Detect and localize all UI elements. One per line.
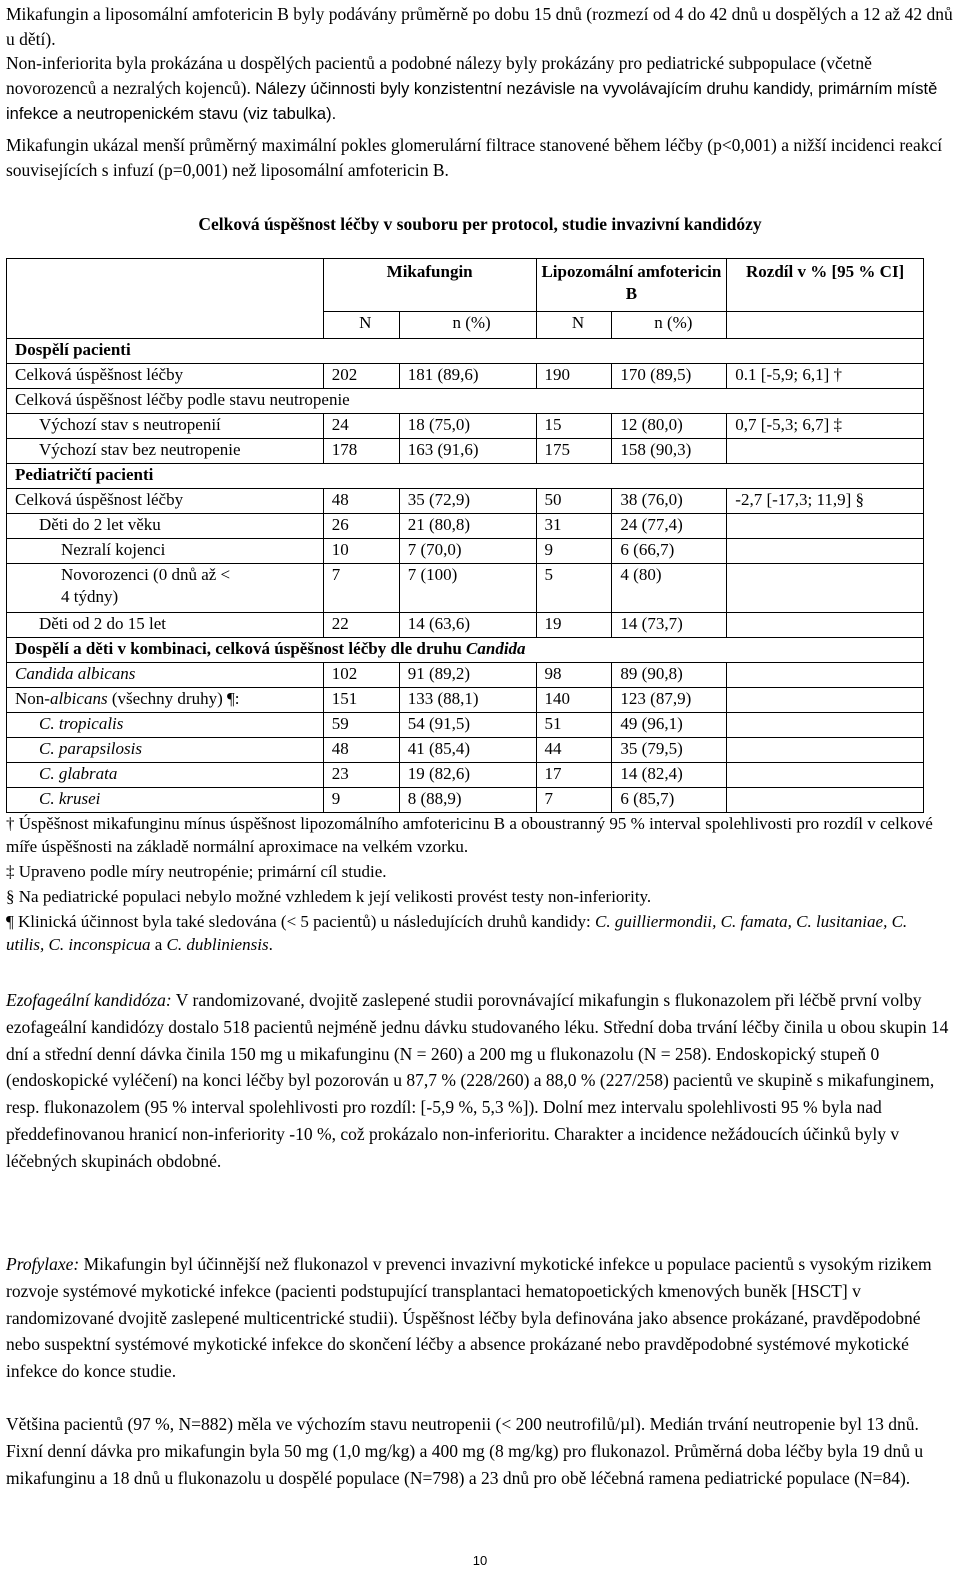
cell-n-mika: 10 [323, 539, 399, 564]
page-number: 10 [472, 1553, 488, 1568]
cell-np-mika: 54 (91,5) [399, 713, 536, 738]
cell-difference [727, 613, 924, 638]
header-empty-cell [7, 259, 324, 312]
row-label: Celková úspěšnost léčby [7, 489, 324, 514]
row-label-species: albicans [49, 689, 108, 708]
cell-np-lipo: 49 (96,1) [612, 713, 727, 738]
table-row [7, 514, 924, 539]
cell-np-mika: 35 (72,9) [399, 489, 536, 514]
cell-n-lipo: 98 [536, 663, 612, 688]
esophageal-label: Ezofageální kandidóza: [6, 990, 172, 1010]
cell-np-mika: 91 (89,2) [399, 663, 536, 688]
row-label: Výchozí stav s neutropenií [7, 414, 324, 439]
footnote-conjunction: a [150, 935, 167, 954]
section-combined [7, 638, 924, 663]
cell-np-lipo: 89 (90,8) [612, 663, 727, 688]
section-combined-text: Dospělí a děti v kombinaci, celková úspěšnost léčby dle druhu [15, 639, 467, 658]
subheader-n-mika: N [323, 312, 399, 339]
footnote-pilcrow [6, 910, 946, 956]
prophylaxis-text: Mikafungin byl účinnější než flukonazol v prevenci invazivní mykotické infekce u populace pacientů s vysokým rizikem rozvoje systémové mykotické infekce (pacienti podstupující transplantaci hematopoetických kmenových buněk [HSCT] v randomizované dvojitě zaslepené multicentrické studii). Úspěšnost léčby byla definována jako absence prokázané, pravděpodobné nebo suspektní systémové mykotické infekce do skončení léčby a absence prokázané nebo pravděpodobné systémové mykotické infekce do konce studie. [6, 1254, 932, 1382]
cell-np-mika: 18 (75,0) [399, 414, 536, 439]
cell-np-mika: 133 (88,1) [399, 688, 536, 713]
cell-n-mika: 102 [323, 663, 399, 688]
cell-n-lipo: 31 [536, 514, 612, 539]
row-label: C. tropicalis [7, 713, 324, 738]
cell-np-mika: 7 (70,0) [399, 539, 536, 564]
section-row [7, 638, 924, 663]
header-lipo-amphotericin: Lipozomální amfotericin B [536, 259, 727, 312]
cell-np-mika: 181 (89,6) [399, 364, 536, 389]
footnote-dagger: † Úspěšnost mikafunginu mínus úspěšnost lipozomálního amfotericinu B a oboustranný 95 % interval spolehlivosti pro rozdíl v celkové míře úspěšnosti na základě normální aproximace na velkém vzorku. [6, 814, 933, 856]
cell-np-lipo: 6 (85,7) [612, 788, 727, 813]
cell-np-mika: 163 (91,6) [399, 439, 536, 464]
row-label-prefix: Non- [15, 689, 50, 708]
table-row [7, 713, 924, 738]
footnote-double-dagger: ‡ Upraveno podle míry neutropénie; primární cíl studie. [6, 862, 387, 881]
cell-difference [727, 564, 924, 613]
table-row [7, 489, 924, 514]
prophylaxis-paragraph [6, 1251, 956, 1385]
footnote-end: . [268, 935, 273, 954]
cell-np-lipo: 123 (87,9) [612, 688, 727, 713]
cell-difference [727, 514, 924, 539]
table-row [7, 613, 924, 638]
row-label: Výchozí stav bez neutropenie [7, 439, 324, 464]
cell-n-mika: 151 [323, 688, 399, 713]
cell-n-lipo: 51 [536, 713, 612, 738]
intro-noninferiority-text: Non-inferiorita byla prokázána u dospělých pacientů a podobné nálezy byly prokázány pro pediatrické subpopulace (včetně novorozenců a nezralých kojenců). [6, 53, 872, 98]
cell-np-lipo: 35 (79,5) [612, 738, 727, 763]
table-row [7, 663, 924, 688]
efficacy-table [6, 258, 924, 813]
table-row [7, 564, 924, 613]
cell-np-mika: 14 (63,6) [399, 613, 536, 638]
cell-np-lipo: 14 (82,4) [612, 763, 727, 788]
cell-n-lipo: 7 [536, 788, 612, 813]
cell-n-mika: 9 [323, 788, 399, 813]
row-label [7, 688, 324, 713]
cell-n-mika: 7 [323, 564, 399, 613]
cell-n-mika: 59 [323, 713, 399, 738]
table-title: Celková úspěšnost léčby v souboru per protocol, studie invazivní kandidózy [198, 214, 762, 234]
cell-np-lipo: 24 (77,4) [612, 514, 727, 539]
cell-np-mika: 7 (100) [399, 564, 536, 613]
cell-n-mika: 48 [323, 489, 399, 514]
cell-np-lipo: 12 (80,0) [612, 414, 727, 439]
cell-n-mika: 26 [323, 514, 399, 539]
cell-n-mika: 48 [323, 738, 399, 763]
row-label: Nezralí kojenci [7, 539, 324, 564]
cell-np-mika: 21 (80,8) [399, 514, 536, 539]
subheader-np-lipo: n (%) [612, 312, 727, 339]
prophylaxis-paragraph-2: Většina pacientů (97 %, N=882) měla ve výchozím stavu neutropenii (< 200 neutrofilů/µl). Medián trvání neutropenie byl 13 dnů. Fixní denní dávka pro mikafungin byla 50 mg (1,0 mg/kg) a 400 mg (8 mg/kg) pro flukonazol. Průměrná doba léčby byla 19 dnů u mikafunginu a 18 dnů u flukonazolu u dospělé populace (N=798) a 23 dnů pro obě léčebná ramena pediatrické populace (N=84). [6, 1414, 924, 1488]
table-row [7, 763, 924, 788]
cell-n-lipo: 50 [536, 489, 612, 514]
cell-np-lipo: 38 (76,0) [612, 489, 727, 514]
table-row [7, 414, 924, 439]
row-label: Candida albicans [7, 663, 324, 688]
section-adults: Dospělí pacienti [7, 339, 924, 364]
prophylaxis-label: Profylaxe: [6, 1254, 80, 1274]
subheader-empty-cell [7, 312, 324, 339]
cell-difference: 0.1 [-5,9; 6,1] † [727, 364, 924, 389]
cell-np-lipo: 170 (89,5) [612, 364, 727, 389]
row-label: C. krusei [7, 788, 324, 813]
cell-difference [727, 663, 924, 688]
cell-difference [727, 738, 924, 763]
footnote-species-list: C. guilliermondii, C. famata, C. lusitaniae, C. utilis, C. inconspicua [6, 912, 908, 954]
cell-difference [727, 539, 924, 564]
cell-n-lipo: 175 [536, 439, 612, 464]
cell-np-lipo: 6 (66,7) [612, 539, 727, 564]
row-label: Děti do 2 let věku [7, 514, 324, 539]
cell-n-lipo: 5 [536, 564, 612, 613]
row-label: Celková úspěšnost léčby [7, 364, 324, 389]
esophageal-text: V randomizované, dvojitě zaslepené studii porovnávající mikafungin s flukonazolem při léčbě první volby ezofageální kandidózy dostalo 518 pacientů nejméně jednu dávku studovaného léku. Střední doba trvání léčby činila u obou skupin 14 dní a střední denní dávka činila 150 mg u mikafunginu (N = 260) a 200 mg u flukonazolu (N = 258). Endoskopický stupeň 0 (endoskopické vyléčení) na konci léčby byl pozorován u 87,7 % (228/260) a 88,0 % (227/258) pacientů ve skupině s mikafunginem, resp. flukonazolem (95 % interval spolehlivosti pro rozdíl: [-5,9 %, 5,3 %]). Dolní mez intervalu spolehlivosti 95 % byla nad předdefinovanou hranicí non-inferiority -10 %, což prokázalo non-inferioritu. Charakter a incidence nežádoucích účinků byly v léčebných skupinách obdobné. [6, 990, 949, 1171]
cell-n-lipo: 19 [536, 613, 612, 638]
table-header-row [7, 259, 924, 312]
cell-n-lipo: 190 [536, 364, 612, 389]
cell-np-mika: 19 (82,6) [399, 763, 536, 788]
cell-n-lipo: 17 [536, 763, 612, 788]
footnote-last-species: C. dubliniensis [166, 935, 269, 954]
header-difference: Rozdíl v % [95 % CI] [727, 259, 924, 312]
table-row [7, 688, 924, 713]
cell-n-lipo: 9 [536, 539, 612, 564]
intro-paragraph-3: Mikafungin ukázal menší průměrný maximální pokles glomerulární filtrace stanovené během léčby (p<0,001) a nižší incidenci reakcí souvisejících s infuzí (p=0,001) než liposomální amfotericin B. [6, 135, 943, 180]
row-label: Děti od 2 do 15 let [7, 613, 324, 638]
cell-difference [727, 688, 924, 713]
table-row [7, 539, 924, 564]
cell-n-mika: 24 [323, 414, 399, 439]
cell-np-lipo: 4 (80) [612, 564, 727, 613]
cell-np-mika: 41 (85,4) [399, 738, 536, 763]
section-pediatric: Pediatričtí pacienti [7, 464, 924, 489]
cell-difference: 0,7 [-5,3; 6,7] ‡ [727, 414, 924, 439]
cell-n-mika: 202 [323, 364, 399, 389]
row-label-suffix: (všechny druhy) ¶: [107, 689, 240, 708]
cell-difference [727, 788, 924, 813]
cell-np-mika: 8 (88,9) [399, 788, 536, 813]
cell-n-mika: 23 [323, 763, 399, 788]
cell-n-mika: 178 [323, 439, 399, 464]
footnote-pilcrow-text: ¶ Klinická účinnost byla také sledována (< 5 pacientů) u následujících druhů kandidy: [6, 912, 595, 931]
header-mikafungin: Mikafungin [323, 259, 536, 312]
section-combined-genus: Candida [466, 639, 526, 658]
row-label: Novorozenci (0 dnů až < 4 týdny) [7, 564, 324, 613]
table-row [7, 389, 924, 414]
cell-n-lipo: 44 [536, 738, 612, 763]
cell-np-lipo: 14 (73,7) [612, 613, 727, 638]
table-row [7, 364, 924, 389]
section-row [7, 464, 924, 489]
cell-np-lipo: 158 (90,3) [612, 439, 727, 464]
cell-difference [727, 439, 924, 464]
cell-n-lipo: 15 [536, 414, 612, 439]
table-row [7, 788, 924, 813]
table-row [7, 439, 924, 464]
subheader-np-mika: n (%) [399, 312, 536, 339]
row-label: Celková úspěšnost léčby podle stavu neutropenie [7, 389, 924, 414]
table-subheader-row [7, 312, 924, 339]
subheader-n-lipo: N [536, 312, 612, 339]
section-row [7, 339, 924, 364]
cell-difference: -2,7 [-17,3; 11,9] § [727, 489, 924, 514]
row-label: C. parapsilosis [7, 738, 324, 763]
subheader-empty-diff [727, 312, 924, 339]
row-label: C. glabrata [7, 763, 324, 788]
intro-paragraph-2 [6, 51, 956, 127]
intro-paragraph-1: Mikafungin a liposomální amfotericin B byly podávány průměrně po dobu 15 dnů (rozmezí od 4 do 42 dnů u dospělých a 12 až 42 dnů u dětí). [6, 4, 953, 49]
intro-consistency-text: Nálezy účinnosti byly konzistentní nezávisle na vyvolávajícím druhu kandidy, primárním místě infekce a neutropenickém stavu (viz tabulka). [6, 79, 938, 123]
table-row [7, 738, 924, 763]
cell-n-lipo: 140 [536, 688, 612, 713]
esophageal-paragraph [6, 987, 956, 1175]
cell-difference [727, 763, 924, 788]
cell-difference [727, 713, 924, 738]
footnote-section: § Na pediatrické populaci nebylo možné vzhledem k její velikosti provést testy non-inferiority. [6, 887, 652, 906]
cell-n-mika: 22 [323, 613, 399, 638]
